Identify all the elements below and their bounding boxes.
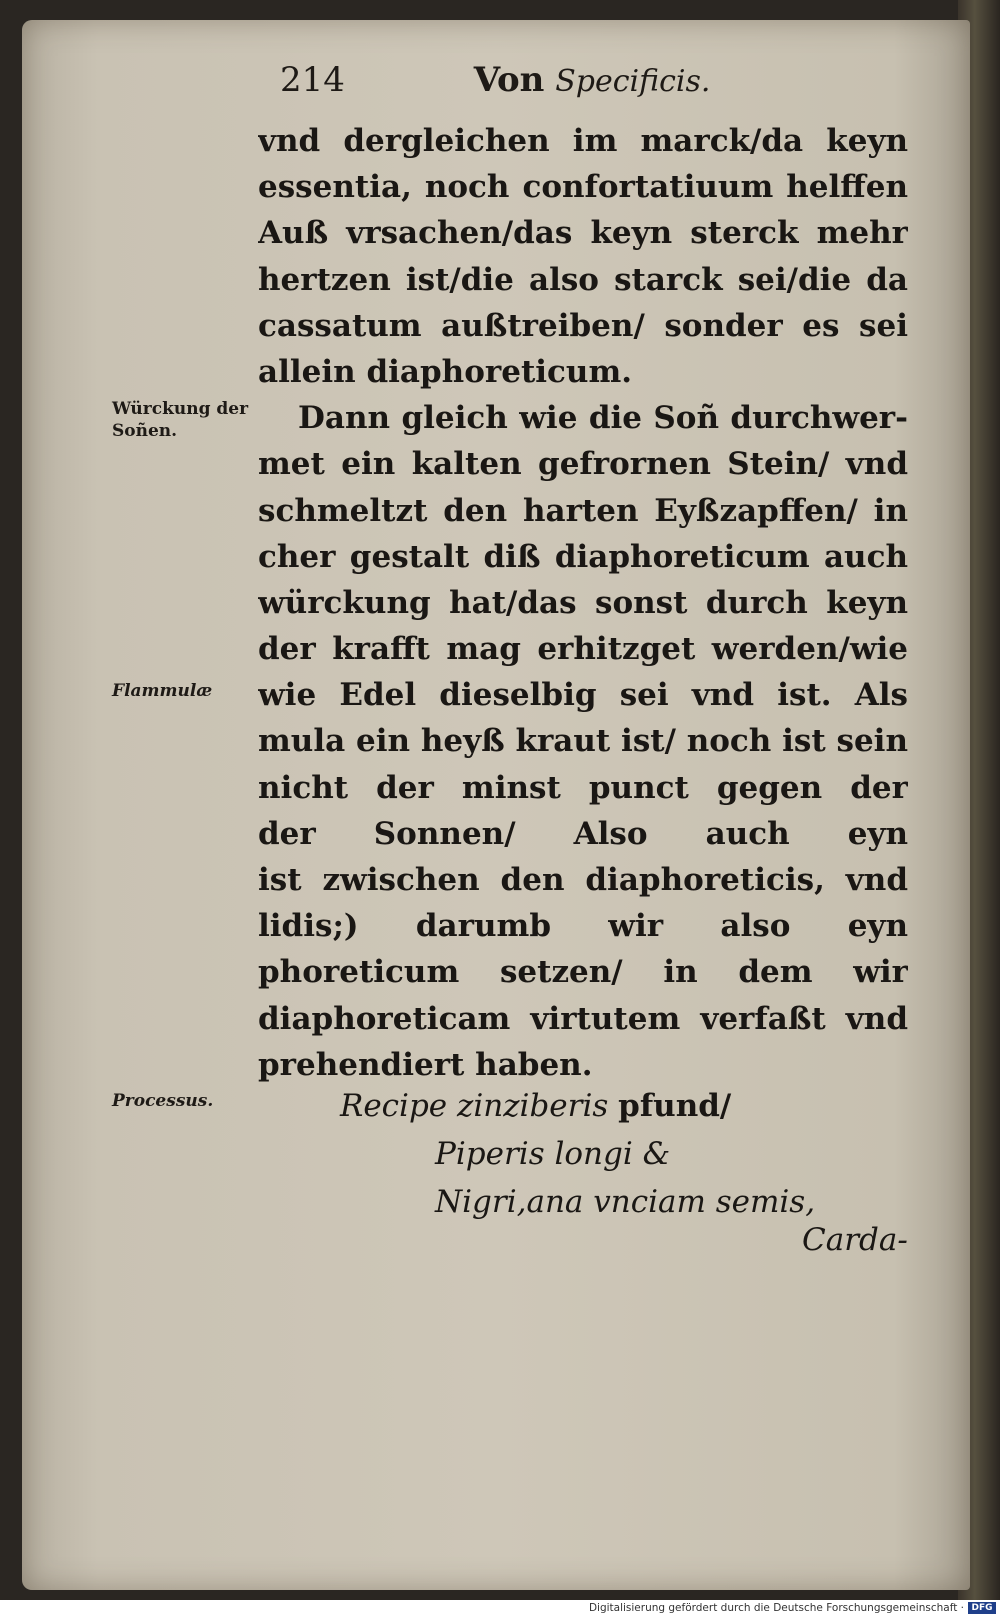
dfg-logo: DFG [968,1602,996,1614]
text-line: Auß vrsachen/das keyn sterck mehr [258,215,908,252]
text-line: phoreticum setzen/ in dem wir [258,954,908,991]
text-line: wie Edel dieselbig sei vnd ist. Als [258,677,908,714]
recipe-line-3: Nigri,ana vnciam semis, [435,1184,816,1220]
text-line: nicht der minst punct gegen der [258,769,908,806]
text-line: prehendiert haben. [258,1046,593,1083]
page-number: 214 [280,60,345,100]
text-line: cassatum außtreiben/ sonder es sei [258,307,908,344]
text-line: lidis;) darumb wir also eyn [258,908,908,945]
text-line: diaphoreticam virtutem verfaßt vnd [258,1000,908,1037]
text-line: der krafft mag erhitzget werden/wie [258,631,908,668]
text-line: cher gestalt diß diaphoreticum auch [258,538,908,575]
margin-note-flammulae: Flammulæ [112,681,213,701]
margin-note-processus: Processus. [112,1091,214,1111]
text-line: met ein kalten gefrornen Stein/ vnd [258,446,908,483]
recipe-latin: Recipe zinziberis [340,1088,609,1124]
text-line: der Sonnen/ Also auch eyn [258,815,908,852]
footer-bar [0,1600,1000,1617]
text-line: ist zwischen den diaphoreticis, vnd [258,862,908,898]
running-head [280,60,710,100]
text-line: schmeltzt den harten Eyßzapffen/ in [258,492,908,529]
text-line: Dann gleich wie die Soñ durchwer- [298,400,908,437]
footer-credit: Digitalisierung gefördert durch die Deutsche Forschungsgemeinschaft · [588,1602,964,1614]
recipe-block [340,1082,910,1226]
recipe-line-2: Piperis longi & [435,1136,671,1172]
text-line: essentia, noch confortatiuum helffen [258,169,908,206]
text-line: allein diaphoreticum. [258,353,633,390]
recipe-german: pfund/ [618,1088,732,1124]
recipe-line-1 [340,1082,910,1130]
header-title-specificis: Specificis. [555,64,711,99]
text-line: würckung hat/das sonst durch keyn [258,584,908,621]
text-line: vnd dergleichen im marck/da keyn [258,123,908,159]
header-title-von: Von [473,60,545,100]
margin-note-wuerckung: Würckung der Soñen. [112,399,249,441]
catchword: Carda- [802,1222,908,1258]
text-line: hertzen ist/die also starck sei/die da [258,261,908,298]
text-line: mula ein heyß kraut ist/ noch ist sein [258,723,908,760]
main-text-block [258,118,908,1088]
